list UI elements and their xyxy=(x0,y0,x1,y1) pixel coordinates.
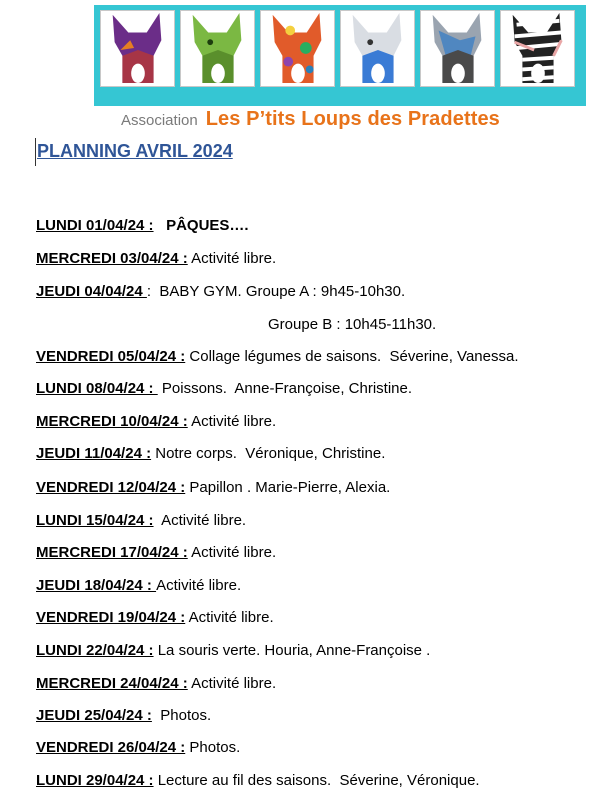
entry-activity: Notre corps. Véronique, Christine. xyxy=(155,445,386,462)
entry-activity: Activité libre. xyxy=(191,675,277,692)
entry-date: JEUDI 11/04/24 : xyxy=(36,445,152,462)
entry-holiday: PÂQUES…. xyxy=(166,217,249,234)
entry-date: LUNDI 22/04/24 : xyxy=(36,642,154,659)
planning-entry xyxy=(36,380,412,397)
planning-entry xyxy=(36,707,211,724)
entry-date: VENDREDI 26/04/24 : xyxy=(36,739,186,756)
association-name: Les P’tits Loups des Pradettes xyxy=(205,108,500,130)
entry-date: LUNDI 29/04/24 : xyxy=(36,772,154,789)
wolf-icon xyxy=(420,10,495,87)
entry-date: VENDREDI 05/04/24 : xyxy=(36,348,186,365)
planning-entry xyxy=(36,739,240,756)
entry-activity: Activité libre. xyxy=(191,544,277,561)
entry-date: VENDREDI 12/04/24 : xyxy=(36,479,186,496)
association-label: Association xyxy=(121,112,198,129)
entry-date: VENDREDI 19/04/24 : xyxy=(36,609,186,626)
entry-date: LUNDI 08/04/24 : xyxy=(36,380,158,397)
planning-entry xyxy=(36,250,276,267)
planning-entry xyxy=(36,609,274,626)
entry-activity: Collage légumes de saisons. Séverine, Vanessa. xyxy=(189,348,519,365)
planning-entry xyxy=(36,577,241,594)
entry-activity: Activité libre. xyxy=(188,609,274,626)
entry-activity: Papillon . Marie-Pierre, Alexia. xyxy=(189,479,391,496)
entry-date: MERCREDI 17/04/24 : xyxy=(36,544,188,561)
wolf-icon xyxy=(260,10,335,87)
entry-date: LUNDI 15/04/24 : xyxy=(36,512,154,529)
wolf-icon xyxy=(100,10,175,87)
planning-entry xyxy=(36,445,385,462)
planning-entry-continuation: Groupe B : 10h45-11h30. xyxy=(268,316,437,333)
wolf-icon xyxy=(500,10,575,87)
entry-date: LUNDI 01/04/24 : xyxy=(36,217,154,234)
entry-activity: Photos. xyxy=(160,707,212,724)
planning-entry xyxy=(36,675,276,692)
entry-date: MERCREDI 10/04/24 : xyxy=(36,413,188,430)
planning-entry: JEUDI 04/04/24 : BABY GYM. Groupe A : 9h45-10h30. xyxy=(36,283,406,300)
wolf-icon xyxy=(180,10,255,87)
entry-date: MERCREDI 03/04/24 : xyxy=(36,250,188,267)
planning-entry xyxy=(36,348,518,365)
planning-entry xyxy=(36,479,390,496)
text-cursor xyxy=(35,138,36,166)
planning-entry xyxy=(36,512,246,529)
entry-activity: Activité libre. xyxy=(156,577,242,594)
entry-activity: Activité libre. xyxy=(161,512,247,529)
entry-activity: Activité libre. xyxy=(191,413,277,430)
entry-date: JEUDI 25/04/24 : xyxy=(36,707,152,724)
planning-entry xyxy=(36,642,430,659)
entry-activity: La souris verte. Houria, Anne-Françoise . xyxy=(157,642,431,659)
planning-entry xyxy=(36,772,480,789)
planning-entry xyxy=(36,413,276,430)
entry-activity: Activité libre. xyxy=(191,250,277,267)
entry-date: JEUDI 18/04/24 : xyxy=(36,577,157,594)
planning-entry xyxy=(36,217,249,234)
planning-entry xyxy=(36,544,276,561)
wolf-icon xyxy=(340,10,415,87)
header-banner xyxy=(94,5,586,106)
entry-activity: Lecture au fil des saisons. Séverine, Véronique. xyxy=(157,772,480,789)
entry-activity: Poissons. Anne-Françoise, Christine. xyxy=(161,380,413,397)
entry-activity: BABY GYM. Groupe A : 9h45-10h30. xyxy=(159,283,406,300)
page-title: PLANNING AVRIL 2024 xyxy=(37,141,233,161)
entry-date: MERCREDI 24/04/24 : xyxy=(36,675,188,692)
entry-activity: Photos. xyxy=(189,739,241,756)
association-logo-text xyxy=(121,108,500,131)
entry-date: JEUDI 04/04/24 xyxy=(36,283,147,300)
